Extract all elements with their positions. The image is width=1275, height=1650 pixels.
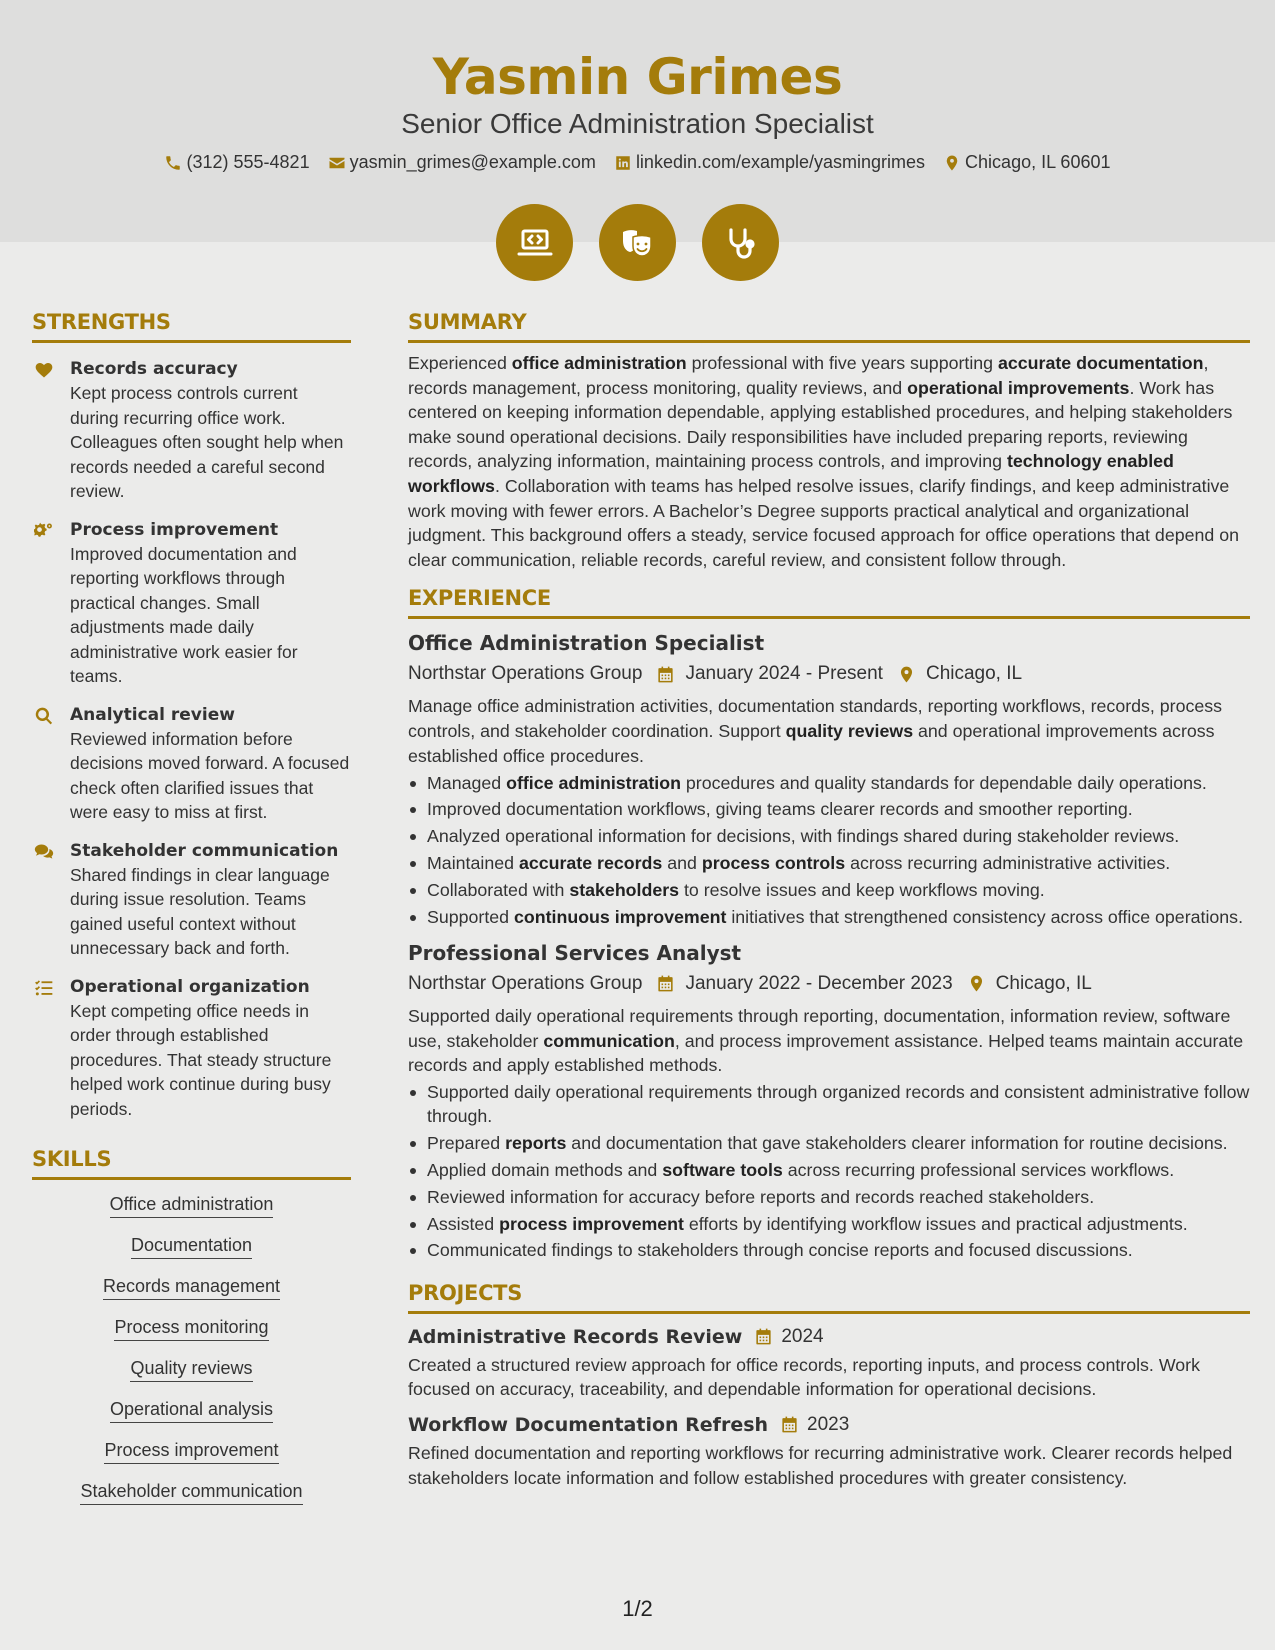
list-check-icon	[34, 978, 54, 998]
project-title: Administrative Records Review	[408, 1325, 743, 1348]
job-bullet: Reviewed information for accuracy before reports and records reached stakeholders.	[408, 1185, 1250, 1209]
laptop-code-icon	[515, 223, 555, 263]
skill-tag: Quality reviews	[130, 1358, 252, 1382]
strength-desc: Reviewed information before decisions moved forward. A focused check often clarified issues that were easy to miss at first.	[70, 728, 350, 822]
project-title: Workflow Documentation Refresh	[408, 1413, 769, 1436]
strength-item	[32, 357, 351, 504]
calendar-icon	[780, 1415, 799, 1434]
job-description: Supported daily operational requirements through reporting, documentation, information review, software use, stakeholder communication, and process improvement assistance. Helped teams maintain accurate records and apply established methods.	[408, 1005, 1244, 1076]
project-header	[408, 1414, 1250, 1436]
contact-row	[0, 152, 1275, 173]
contact-location-text: Chicago, IL 60601	[965, 152, 1111, 172]
contact-phone[interactable]	[164, 152, 309, 173]
left-column	[32, 310, 351, 1522]
project-year: 2024	[781, 1325, 824, 1347]
skill-tag: Operational analysis	[110, 1399, 273, 1423]
strength-item	[32, 975, 351, 1122]
job-bullet: Managed office administration procedures and quality standards for dependable daily operations.	[408, 771, 1250, 795]
comments-icon	[34, 842, 54, 862]
contact-email-text: yasmin_grimes@example.com	[349, 152, 596, 172]
stethoscope-icon	[721, 223, 761, 263]
contact-linkedin[interactable]	[614, 152, 925, 173]
strength-desc: Improved documentation and reporting workflows through practical changes. Small adjustments made daily administrative work easier for teams.	[70, 543, 298, 686]
calendar-icon	[754, 1327, 773, 1346]
job-bullet: Assisted process improvement efforts by identifying workflow issues and practical adjustments.	[408, 1212, 1250, 1236]
skill-tag: Records management	[103, 1276, 280, 1300]
job-meta	[408, 663, 1250, 685]
job-dates: January 2022 - December 2023	[685, 972, 953, 994]
job-bullets	[408, 771, 1250, 929]
contact-phone-text: (312) 555-4821	[186, 152, 310, 172]
job-company: Northstar Operations Group	[408, 972, 643, 994]
job-title: Office Administration Specialist	[408, 631, 765, 656]
strength-title: Records accuracy	[70, 359, 238, 379]
job-bullet: Communicated findings to stakeholders through concise reports and focused discussions.	[408, 1238, 1250, 1262]
job-bullet: Applied domain methods and software tools across recurring professional services workflows.	[408, 1158, 1250, 1182]
skills-list	[32, 1194, 351, 1522]
project-header	[408, 1326, 1250, 1348]
job-entry	[408, 941, 1250, 1263]
job-bullet: Prepared reports and documentation that gave stakeholders clearer information for routine decisions.	[408, 1131, 1250, 1155]
contact-location	[943, 152, 1110, 173]
skill-tag: Process monitoring	[114, 1317, 268, 1341]
job-entry	[408, 631, 1250, 929]
calendar-icon	[656, 665, 675, 684]
project-desc: Refined documentation and reporting workflows for recurring administrative work. Clearer records helped stakeholders locate information and follow established procedures with greater consistency.	[408, 1442, 1233, 1488]
strength-desc: Kept process controls current during recurring office work. Colleagues often sought help when records needed a careful second review.	[70, 383, 344, 501]
job-dates: January 2024 - Present	[685, 663, 883, 685]
experience-heading: EXPERIENCE	[408, 586, 1250, 619]
strength-item	[32, 839, 351, 961]
job-bullet: Collaborated with stakeholders to resolve issues and keep workflows moving.	[408, 878, 1250, 902]
badge-laptop	[496, 204, 573, 281]
map-pin-icon	[967, 974, 986, 993]
project-desc: Created a structured review approach for office records, reporting inputs, and process controls. Work focused on accuracy, traceability, and dependable information for operational decisions.	[408, 1354, 1200, 1400]
projects-heading: PROJECTS	[408, 1281, 1250, 1314]
map-pin-icon	[943, 154, 961, 172]
job-description: Manage office administration activities, documentation standards, reporting workflows, records, process controls, and stakeholder coordination. Support quality reviews and operational improvements across established office procedures.	[408, 696, 1223, 766]
theater-masks-icon	[618, 223, 658, 263]
badge-masks	[599, 204, 676, 281]
job-bullets	[408, 1080, 1250, 1263]
map-pin-icon	[897, 665, 916, 684]
strength-desc: Kept competing office needs in order through established procedures. That steady structure helped work continue during busy periods.	[70, 1000, 332, 1119]
job-title: Professional Services Analyst	[408, 940, 742, 965]
badge-stethoscope	[702, 204, 779, 281]
skill-tag: Documentation	[131, 1235, 252, 1259]
candidate-name: Yasmin Grimes	[432, 48, 843, 106]
interest-badges	[0, 204, 1275, 281]
skill-tag: Process improvement	[104, 1440, 278, 1464]
strength-title: Analytical review	[70, 704, 235, 725]
right-column	[408, 310, 1250, 1490]
project-year: 2023	[807, 1413, 850, 1435]
strengths-heading: STRENGTHS	[32, 310, 351, 343]
job-bullet: Supported continuous improvement initiatives that strengthened consistency across office operations.	[408, 905, 1250, 929]
job-company: Northstar Operations Group	[408, 663, 643, 685]
project-entry	[408, 1326, 1250, 1402]
linkedin-icon	[614, 154, 632, 172]
contact-email[interactable]	[328, 152, 596, 173]
strength-title: Stakeholder communication	[70, 840, 339, 861]
job-meta	[408, 973, 1250, 995]
strength-desc: Shared findings in clear language during issue resolution. Teams gained useful context without unnecessary back and forth.	[70, 864, 330, 958]
strength-item	[32, 703, 351, 825]
contact-linkedin-text: linkedin.com/example/yasmingrimes	[635, 152, 926, 172]
job-bullet: Supported daily operational requirements through organized records and consistent administrative follow through.	[408, 1080, 1250, 1129]
magnifier-icon	[34, 706, 54, 726]
job-bullet: Maintained accurate records and process controls across recurring administrative activities.	[408, 851, 1250, 875]
gears-icon	[34, 521, 54, 541]
envelope-icon	[328, 154, 346, 172]
summary-heading: SUMMARY	[408, 310, 1250, 343]
page-number: 1/2	[622, 1596, 653, 1621]
project-entry	[408, 1414, 1250, 1490]
job-bullet: Analyzed operational information for decisions, with findings shared during stakeholder reviews.	[408, 824, 1250, 848]
job-bullet: Improved documentation workflows, giving teams clearer records and smoother reporting.	[408, 797, 1250, 821]
candidate-title: Senior Office Administration Specialist	[401, 108, 874, 139]
heart-icon	[34, 360, 54, 380]
skill-tag: Stakeholder communication	[80, 1481, 302, 1505]
strength-title: Process improvement	[70, 519, 279, 540]
calendar-icon	[656, 974, 675, 993]
job-location: Chicago, IL	[995, 972, 1092, 994]
job-location: Chicago, IL	[925, 663, 1023, 685]
summary-text: Experienced office administration professional with five years supporting accurate documentation, records management, process monitoring, quality reviews, and operational improvements. Work has centered on keeping information dependable, applying established procedures, and helping stakeholders make sound operational decisions. Daily responsibilities have included preparing reports, reviewing records, analyzing information, maintaining process controls, and improving technology enabled workflows. Collaboration with teams has helped resolve issues, clarify findings, and keep administrative work moving with fewer errors. A Bachelor’s Degree supports practical analytical and organizational judgment. This background offers a steady, service focused approach for office operations that depend on clear communication, reliable records, careful review, and consistent follow through.	[408, 353, 1239, 570]
phone-icon	[164, 154, 182, 172]
strength-title: Operational organization	[70, 976, 310, 997]
skill-tag: Office administration	[110, 1194, 274, 1218]
skills-heading: SKILLS	[32, 1147, 351, 1180]
strength-item	[32, 518, 351, 689]
